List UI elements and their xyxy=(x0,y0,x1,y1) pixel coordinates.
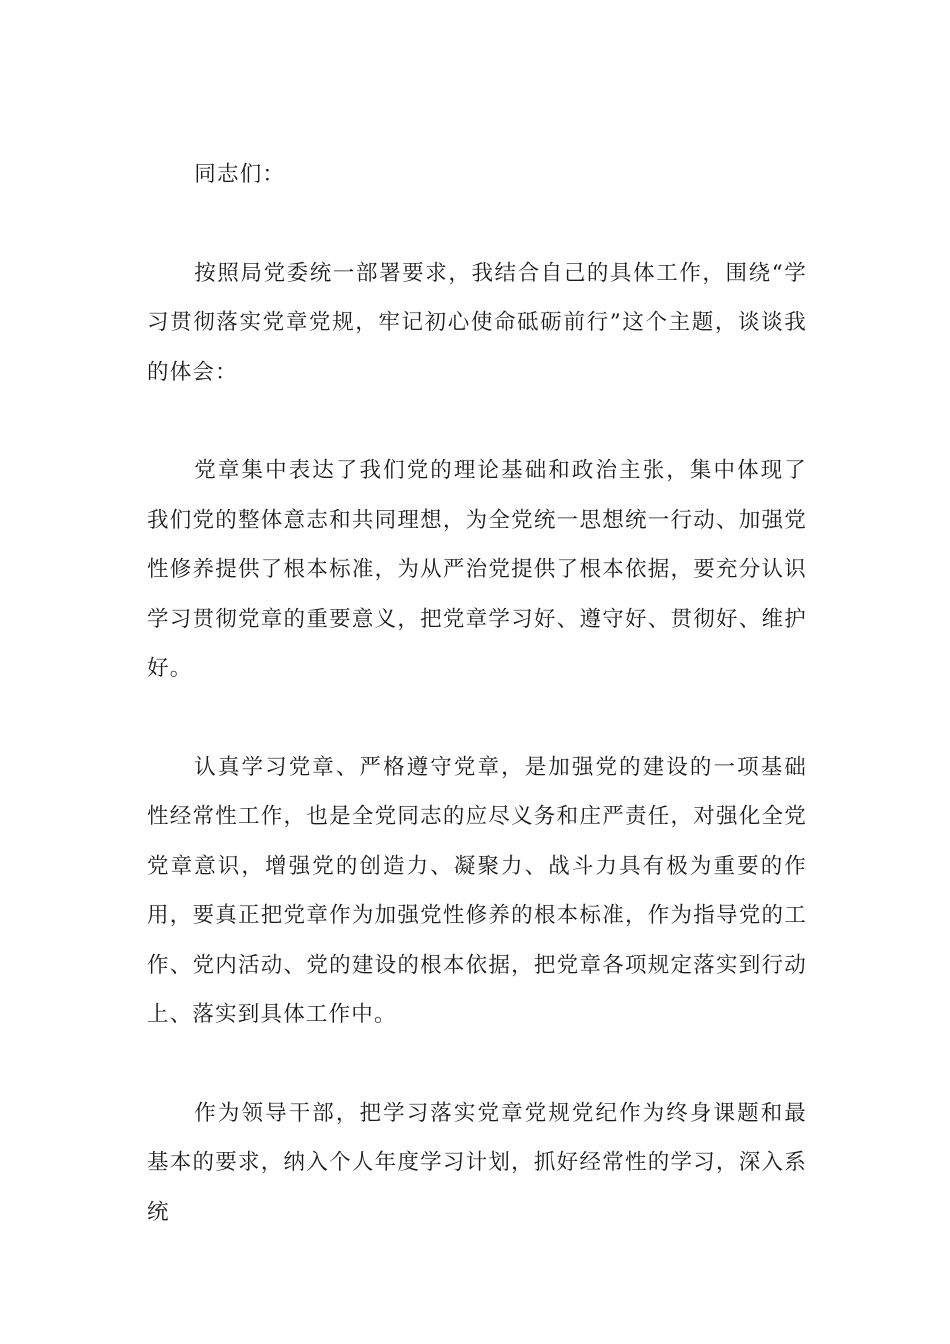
paragraph-leading-cadre: 作为领导干部，把学习落实党章党规党纪作为终身课题和最基本的要求，纳入个人年度学习计划，抓好经常性的学习，深入系统 xyxy=(147,1100,807,1225)
paragraph-gap xyxy=(147,694,807,743)
document-body xyxy=(147,150,807,1237)
paragraph-gap xyxy=(147,200,807,249)
salutation: 同志们： xyxy=(194,162,286,187)
paragraph-gap xyxy=(147,1040,807,1089)
paragraph-intro: 按照局党委统一部署要求，我结合自己的具体工作，围绕“学习贯彻落实党章党规，牢记初心使命砥砺前行”这个主题，谈谈我的体会： xyxy=(147,260,807,385)
paragraph-party-constitution: 党章集中表达了我们党的理论基础和政治主张，集中体现了我们党的整体意志和共同理想，为全党统一思想统一行动、加强党性修养提供了根本标准，为从严治党提供了根本依据，要充分认识学习贯彻党章的重要意义，把党章学习好、遵守好、贯彻好、维护好。 xyxy=(147,458,807,681)
paragraph-gap xyxy=(147,397,807,446)
paragraph-study-and-observe: 认真学习党章、严格遵守党章，是加强党的建设的一项基础性经常性工作，也是全党同志的应尽义务和庄严责任，对强化全党党章意识，增强党的创造力、凝聚力、战斗力具有极为重要的作用，要真正把党章作为加强党性修养的根本标准，作为指导党的工作、党内活动、党的建设的根本依据，把党章各项规定落实到行动上、落实到具体工作中。 xyxy=(147,754,807,1027)
